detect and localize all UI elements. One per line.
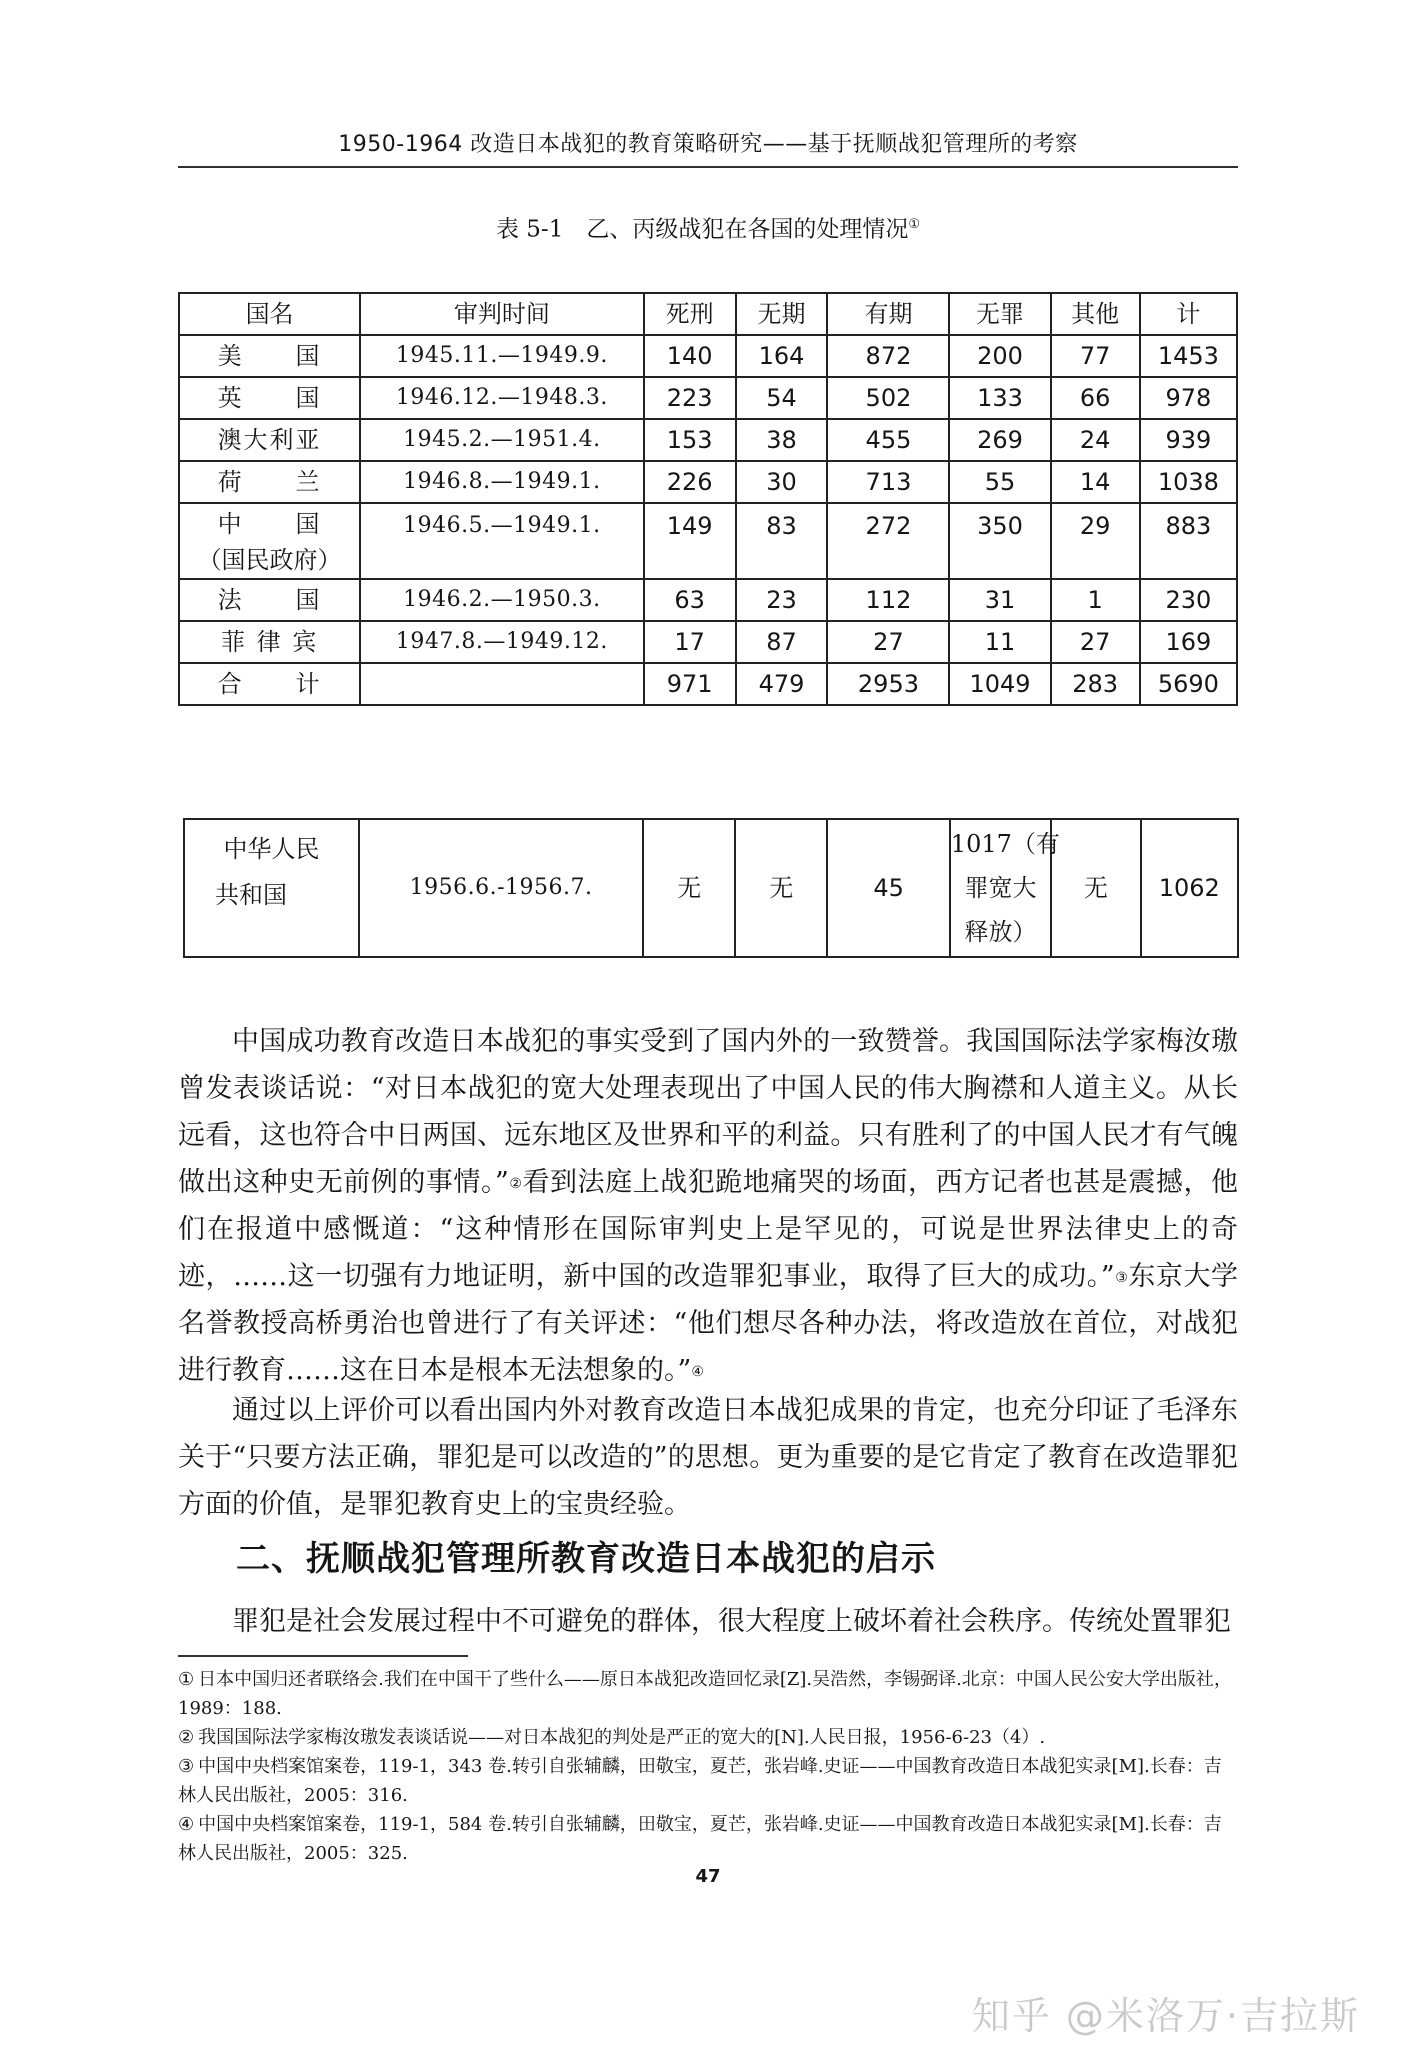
value-cell: 272 [827, 503, 949, 579]
value-cell: 54 [736, 377, 828, 419]
table-row [179, 335, 1237, 377]
header-cell: 审判时间 [360, 293, 644, 335]
total-cell: 5690 [1140, 663, 1237, 705]
country-cell: 荷 兰 [179, 461, 360, 503]
value-cell [950, 819, 1060, 957]
value-cell: 883 [1140, 503, 1237, 579]
value-cell: 55 [949, 461, 1050, 503]
footnote-text: 日本中国归还者联络会.我们在中国干了些什么——原日本战犯改造回忆录[Z].吴浩然，李锡弼译.北京：中国人民公安大学出版社，1989：188. [178, 1669, 1232, 1719]
paragraph-text: 东京大学名誉教授高桥勇治也曾进行了有关评述：“他们想尽各种办法，将改造放在首位，对战犯进行教育……这在日本是根本无法想象的。” [178, 1261, 1238, 1386]
period-cell: 1945.11.—1949.9. [360, 335, 644, 377]
value-cell: 23 [736, 579, 828, 621]
value-cell: 30 [736, 461, 828, 503]
footnote-mark: ② [178, 1727, 195, 1748]
header-cell: 死刑 [644, 293, 736, 335]
country-name: 中 国 [217, 510, 322, 538]
header-cell: 无期 [736, 293, 828, 335]
value-cell: 939 [1140, 419, 1237, 461]
total-cell: 283 [1051, 663, 1140, 705]
footnote-ref: ④ [691, 1364, 704, 1380]
table-row [179, 503, 1237, 579]
value-cell: 140 [644, 335, 736, 377]
paragraph [178, 1018, 1238, 1394]
value-cell: 77 [1051, 335, 1140, 377]
running-head: 1950-1964 改造日本战犯的教育策略研究——基于抚顺战犯管理所的考察 [338, 132, 1078, 157]
value-cell: 149 [644, 503, 736, 579]
country-cell: 美 国 [179, 335, 360, 377]
value-cell: 31 [949, 579, 1050, 621]
value-cell: 1 [1051, 579, 1140, 621]
acquit-line: 释放） [964, 918, 1037, 946]
value-cell: 87 [736, 621, 828, 663]
value-cell: 713 [827, 461, 949, 503]
table-row [179, 461, 1237, 503]
value-cell: 230 [1140, 579, 1237, 621]
header-cell: 计 [1140, 293, 1237, 335]
paragraph-text: 看到法庭上战犯跪地痛哭的场面，西方记者也甚是震撼，他们在报道中感慨道：“这种情形在国际审判史上是罕见的，可说是世界法律史上的奇迹，……这一切强有力地证明，新中国的改造罪犯事业，取得了巨大的成功。” [178, 1167, 1238, 1292]
page-number: 47 [695, 1866, 721, 1887]
period-cell: 1946.2.—1950.3. [360, 579, 644, 621]
country-name-line: 中华人民 [223, 835, 320, 863]
paragraph-conclusion [178, 1387, 1238, 1528]
footnote-mark: ④ [178, 1814, 195, 1835]
war-criminal-table [178, 292, 1238, 706]
value-cell: 11 [949, 621, 1050, 663]
value-cell: 350 [949, 503, 1050, 579]
value-cell: 无 [735, 819, 827, 957]
paragraph: 通过以上评价可以看出国内外对教育改造日本战犯成果的肯定，也充分印证了毛泽东关于“只要方法正确，罪犯是可以改造的”的思想。更为重要的是它肯定了教育在改造罪犯方面的价值，是罪犯教育史上的宝贵经验。 [178, 1395, 1238, 1520]
value-cell: 14 [1051, 461, 1140, 503]
total-label-cell: 合 计 [179, 663, 360, 705]
value-cell: 83 [736, 503, 828, 579]
country-cell [184, 819, 359, 957]
paragraph-text: 中国成功教育改造日本战犯的事实受到了国内外的一致赞誉。我国国际法学家梅汝璈曾发表谈话说：“对日本战犯的宽大处理表现出了中国人民的伟大胸襟和人道主义。从长远看，这也符合中日两国、远东地区及世界和平的利益。只有胜利了的中国人民才有气魄做出这种史无前例的事情。” [178, 1026, 1238, 1198]
footnote [178, 1723, 1238, 1752]
total-cell: 2953 [827, 663, 949, 705]
value-cell: 223 [644, 377, 736, 419]
value-cell: 无 [643, 819, 735, 957]
total-cell: 479 [736, 663, 828, 705]
country-subname: （国民政府） [197, 546, 342, 574]
header-cell: 有期 [827, 293, 949, 335]
value-cell: 226 [644, 461, 736, 503]
table-row [179, 621, 1237, 663]
value-cell: 978 [1140, 377, 1237, 419]
value-cell: 27 [827, 621, 949, 663]
header-cell: 无罪 [949, 293, 1050, 335]
value-cell: 133 [949, 377, 1050, 419]
value-cell: 455 [827, 419, 949, 461]
period-cell [360, 663, 644, 705]
country-name-line: 共和国 [215, 881, 287, 909]
value-cell: 200 [949, 335, 1050, 377]
footnote-text: 中国中央档案馆案卷，119-1，584 卷.转引自张辅麟，田敬宝，夏芒，张岩峰.史证——中国教育改造日本战犯实录[M].长春：吉林人民出版社，2005：325. [178, 1814, 1222, 1864]
footnote [178, 1752, 1238, 1810]
caption-footnote-mark: ① [908, 217, 920, 232]
paragraph-continued: 罪犯是社会发展过程中不可避免的群体，很大程度上破坏着社会秩序。传统处置罪犯 [232, 1606, 1231, 1637]
footnote-ref: ③ [1114, 1270, 1129, 1286]
footnote [178, 1665, 1238, 1723]
header-cell: 国名 [179, 293, 360, 335]
period-cell: 1945.2.—1951.4. [360, 419, 644, 461]
acquit-line: 罪宽大 [964, 874, 1037, 902]
footnote-ref: ② [508, 1176, 523, 1192]
value-cell: 17 [644, 621, 736, 663]
header-rule [178, 166, 1238, 168]
table-caption [178, 210, 1238, 245]
period-cell: 1946.5.—1949.1. [360, 503, 644, 579]
header-cell: 其他 [1051, 293, 1140, 335]
table-row [179, 377, 1237, 419]
table-caption-text: 表 5-1 乙、丙级战犯在各国的处理情况 [495, 216, 909, 243]
country-cell: 澳大利亚 [179, 419, 360, 461]
table-row [179, 419, 1237, 461]
period-cell: 1947.8.—1949.12. [360, 621, 644, 663]
value-cell: 无 [1051, 819, 1140, 957]
value-cell: 66 [1051, 377, 1140, 419]
period-cell: 1956.6.-1956.7. [359, 819, 643, 957]
value-cell: 29 [1051, 503, 1140, 579]
period-cell: 1946.12.—1948.3. [360, 377, 644, 419]
footnote-mark: ① [178, 1669, 195, 1690]
total-cell: 1049 [949, 663, 1050, 705]
value-cell: 1453 [1140, 335, 1237, 377]
value-cell: 153 [644, 419, 736, 461]
value-cell: 269 [949, 419, 1050, 461]
country-cell [179, 503, 360, 579]
footnote-rule [178, 1655, 468, 1657]
total-cell: 971 [644, 663, 736, 705]
value-cell: 502 [827, 377, 949, 419]
footnote-text: 我国国际法学家梅汝璈发表谈话说——对日本战犯的判处是严正的宽大的[N].人民日报，1956-6-23（4）. [198, 1727, 1046, 1748]
value-cell: 45 [827, 819, 949, 957]
period-cell: 1946.8.—1949.1. [360, 461, 644, 503]
paragraph-praise [178, 1018, 1238, 1394]
table-total-row [179, 663, 1237, 705]
country-cell: 菲 律 宾 [179, 621, 360, 663]
value-cell: 112 [827, 579, 949, 621]
value-cell: 24 [1051, 419, 1140, 461]
acquit-line: 1017（有 [950, 830, 1060, 858]
country-cell: 英 国 [179, 377, 360, 419]
footnote [178, 1810, 1238, 1868]
value-cell: 63 [644, 579, 736, 621]
value-cell: 164 [736, 335, 828, 377]
table-row [179, 579, 1237, 621]
value-cell: 38 [736, 419, 828, 461]
prc-table [183, 818, 1239, 958]
footnote-mark: ③ [178, 1756, 195, 1777]
table-row [184, 819, 1238, 957]
table-header-row [179, 293, 1237, 335]
value-cell: 1062 [1141, 819, 1238, 957]
country-cell: 法 国 [179, 579, 360, 621]
value-cell: 1038 [1140, 461, 1237, 503]
section-heading: 二、抚顺战犯管理所教育改造日本战犯的启示 [236, 1539, 936, 1579]
footnotes [178, 1665, 1238, 1868]
value-cell: 872 [827, 335, 949, 377]
value-cell: 27 [1051, 621, 1140, 663]
footnote-text: 中国中央档案馆案卷，119-1，343 卷.转引自张辅麟，田敬宝，夏芒，张岩峰.史证——中国教育改造日本战犯实录[M].长春：吉林人民出版社，2005：316. [178, 1756, 1222, 1806]
watermark: 知乎 @米洛万·吉拉斯 [971, 1994, 1360, 2038]
value-cell: 169 [1140, 621, 1237, 663]
